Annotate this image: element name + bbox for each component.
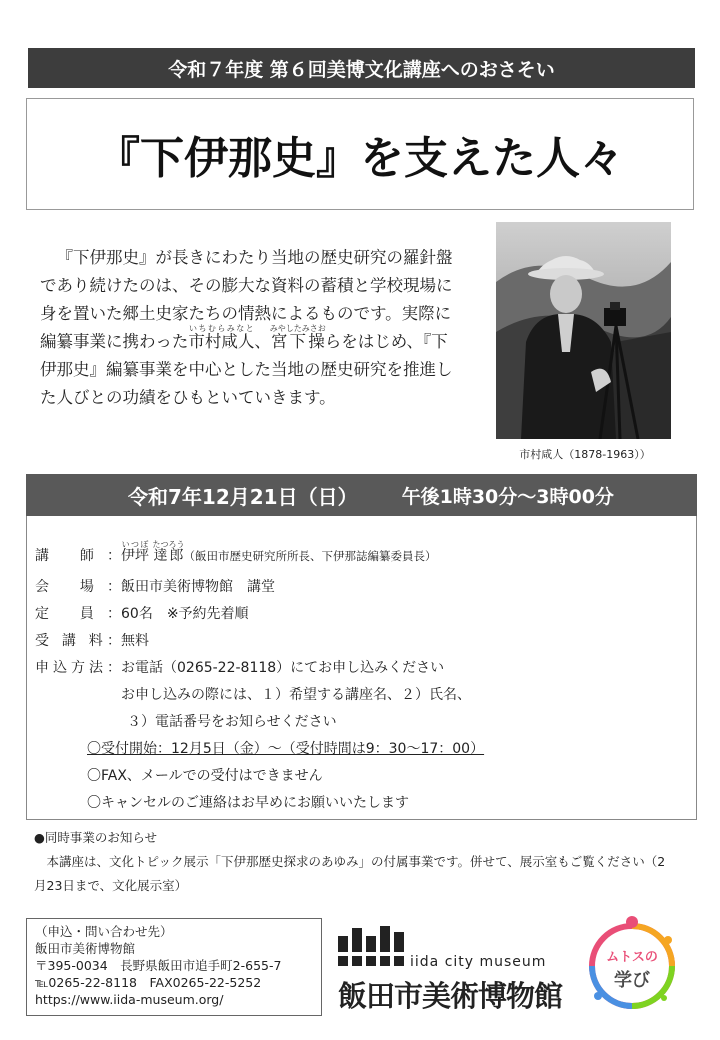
- capacity-row: [35, 603, 249, 623]
- apply-row: [35, 657, 444, 677]
- name1-reading: いちむらみなと: [188, 324, 255, 333]
- museum-logo: [336, 922, 572, 1012]
- capacity-value: 60名 ※予約先着順: [121, 606, 249, 622]
- apply-line3: ３）電話番号をお知らせください: [127, 714, 337, 730]
- venue-value: 飯田市美術博物館 講堂: [121, 579, 275, 595]
- venue-row: [35, 576, 275, 596]
- notice-heading: ●同時事業のお知らせ: [34, 830, 158, 845]
- name2-reading: みやしたみさお: [269, 324, 326, 333]
- fax-note: 〇FAX、メールでの受付はできません: [87, 768, 323, 784]
- capacity-label: 定 員：: [35, 606, 121, 622]
- lecturer-ruby2: [152, 540, 185, 564]
- portrait-photo-illustration: [496, 222, 671, 439]
- lecturer-row: [35, 540, 436, 565]
- portrait-photo: [496, 222, 671, 439]
- contact-address: 〒395-0034 長野県飯田市追手町2-655-7: [35, 958, 282, 973]
- contact-label: （申込・問い合わせ先）: [35, 924, 173, 939]
- logo-ja: 飯田市美術博物館: [338, 979, 563, 1013]
- notice-body: 本講座は、文化トピック展示「下伊那歴史探求のあゆみ」の付属事業です。併せて、展示室もご覧ください（2月23日まで、文化展示室）: [34, 854, 666, 893]
- cancel-note: 〇キャンセルのご連絡はお早めにお願いいたします: [87, 795, 409, 811]
- mutosu-line1: ムトスの: [606, 950, 658, 965]
- contact-box: [26, 918, 322, 1016]
- top-banner: [28, 48, 695, 88]
- intro-part2: らをはじめ、『下伊那史』編纂事業を中心とした当地の歴史研究を推進した人びとの功績をひもといていきます。: [40, 332, 453, 407]
- contact-phone: ℡0265-22-8118 FAX0265-22-5252: [35, 975, 262, 990]
- fee-row: [35, 630, 149, 650]
- lecturer-ruby1: [121, 540, 149, 564]
- title-box: [26, 98, 694, 210]
- apply-line2: お申し込みの際には、１）希望する講座名、２）氏名、: [121, 687, 471, 703]
- event-date: 令和7年12月21日（日）: [128, 484, 358, 509]
- mutosu-logo: [584, 912, 680, 1016]
- logo-en: iida city museum: [410, 954, 547, 970]
- name2: 宮下操: [269, 332, 326, 351]
- intro-sep: 、: [254, 332, 271, 351]
- lecturer-given-reading: たつろう: [152, 540, 185, 549]
- date-banner: [26, 474, 697, 516]
- intro-paragraph: [40, 244, 460, 412]
- contact-url[interactable]: https://www.iida-museum.org/: [35, 992, 224, 1007]
- lecturer-surname-reading: いつぼ: [121, 540, 149, 549]
- lecturer-note: （飯田市歴史研究所所長、下伊那誌編纂委員長）: [183, 549, 437, 563]
- fee-value: 無料: [121, 633, 149, 649]
- venue-label: 会 場：: [35, 579, 121, 595]
- page-title: 『下伊那史』を支えた人々: [96, 133, 624, 184]
- name1: 市村咸人: [188, 332, 255, 351]
- contact-org: 飯田市美術博物館: [35, 941, 136, 956]
- name1-ruby: [188, 324, 255, 351]
- intro-part1: 『下伊那史』が長きにわたり当地の歴史研究の羅針盤であり続けたのは、その膨大な資料の蓄積と学校現場に身を置いた郷土史家たちの情熱によるものです。実際に編纂事業に携わった: [40, 248, 453, 351]
- apply-label: 申込方法：: [35, 660, 121, 676]
- name2-ruby: [269, 324, 326, 351]
- details-box: [26, 516, 697, 820]
- lecturer-surname: 伊坪: [121, 548, 149, 564]
- mutosu-line2: 学び: [614, 970, 650, 991]
- banner-text: 令和７年度 第６回美博文化講座へのおさそい: [168, 58, 555, 81]
- event-time: 午後1時30分～3時00分: [401, 485, 614, 508]
- photo-caption: 市村咸人（1878-1963））: [519, 448, 651, 461]
- lecturer-given-name: 達郎: [152, 548, 185, 564]
- fee-label: 受 講 料：: [35, 633, 121, 649]
- reception-note: 〇受付開始：12月5日（金）～（受付時間は9：30～17：00）: [87, 741, 485, 757]
- lecturer-label: 講 師：: [35, 548, 121, 564]
- apply-line1: お電話（0265-22-8118）にてお申し込みください: [121, 660, 445, 676]
